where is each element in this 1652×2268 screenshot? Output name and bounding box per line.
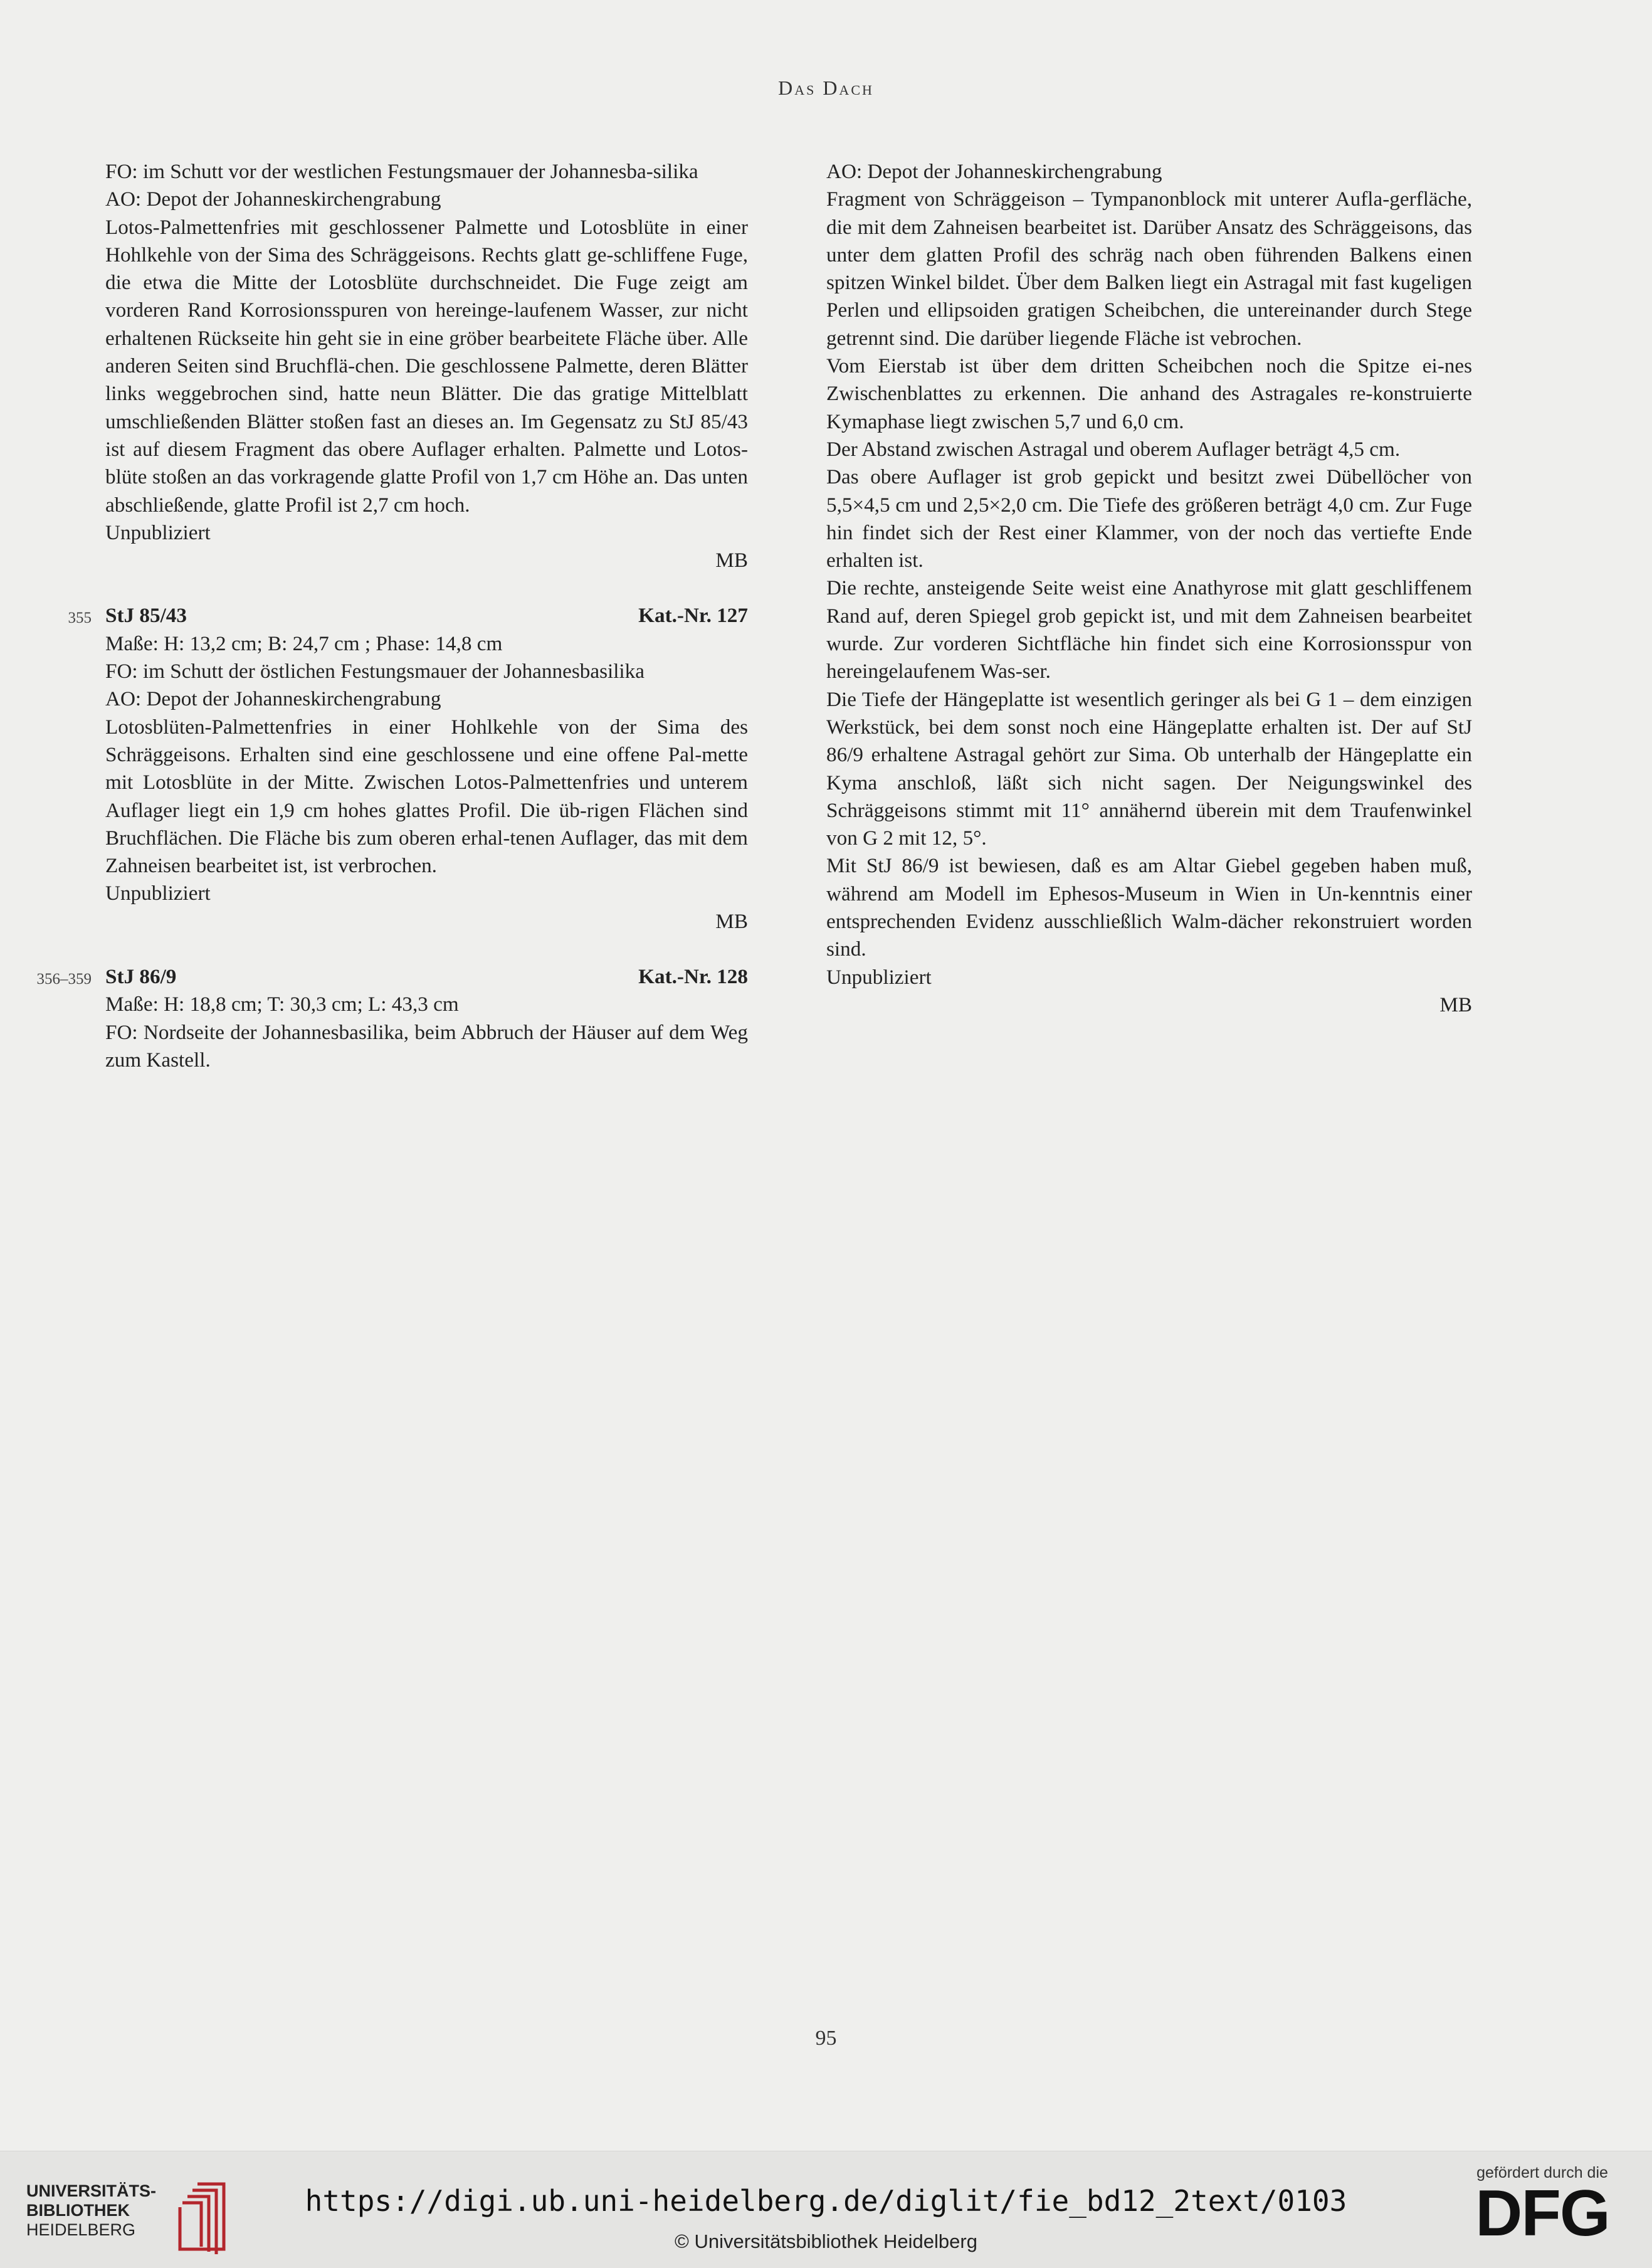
catalogue-entry — [68, 602, 748, 936]
paragraph: Die Tiefe der Hängeplatte ist wesentlich geringer als bei G 1 – dem einzigen Werkstück, bei dem sonst noch eine Hängeplatte erhalten ist. Der auf StJ 86/9 erhaltene Astragal gehört zur Sima. Ob unterhalb der Hängeplatte ein Kyma anschloß, läßt sich nicht sagen. Der Neigungswinkel des Schräggeisons stimmt mit 11° annähernd überein mit dem Traufenwinkel von G 2 mit 12, 5°. — [826, 687, 1472, 850]
paragraph: AO: Depot der Johanneskirchengrabung — [826, 160, 1162, 183]
paragraph: Lotosblüten-Palmettenfries in einer Hohlkehle von der Sima des Schräggeisons. Erhalten sind eine geschlossene und eine offene Pal-mette mit Lotosblüte in der Mitte. Zwischen Lotos-Palmettenfries und unterem Auflager liegt ein 1,9 cm hohes glattes Profil. Die üb-rigen Flächen sind Bruchflächen. Die Fläche bis zum oberen erhal-tenen Auflager, das mit dem Zahneisen bearbeitet ist, ist verbrochen. — [105, 715, 748, 878]
paragraph: FO: im Schutt der östlichen Festungsmauer der Johannesbasilika — [105, 660, 644, 683]
paragraph: Vom Eierstab ist über dem dritten Scheibchen noch die Spitze ei-nes Zwischenblattes zu erkennen. Die anhand des Astragales re-konstruierte Kymaphase liegt zwischen 5,7 und 6,0 cm. — [826, 354, 1472, 433]
dfg-logo[interactable]: DFG — [1475, 2177, 1609, 2250]
paragraph: Mit StJ 86/9 ist bewiesen, daß es am Altar Giebel gegeben haben muß, während am Modell im Ephesos-Museum in Wien in Un-kenntnis einer entsprechenden Evidenz ausschließlich Walm-dächer rekonstruiert worden sind. — [826, 854, 1472, 961]
permalink-url[interactable]: https://digi.ub.uni-heidelberg.de/diglit/fie_bd12_2text/0103 — [305, 2184, 1347, 2218]
paragraph: AO: Depot der Johanneskirchengrabung — [105, 187, 441, 211]
paragraph: Lotos-Palmettenfries mit geschlossener Palmette und Lotosblüte in einer Hohlkehle von der Sima des Schräggeisons. Rechts glatt ge-schliffene Fuge, die etwa die Mitte der Lotosblüte durchschneidet. Die Fuge zeigt am vorderen Rand Korrosionsspuren von hereinge-laufenem Wasser, zur nicht erhaltenen Rückseite hin geht sie in eine gröber bearbeitete Fläche über. Alle anderen Seiten sind Bruchflä-chen. Die geschlossene Palmette, deren Blätter links weggebrochen sind, hatte neun Blätter. Die das gratige Mittelblatt umschließenden Blätter stoßen fast an dieses an. Im Gegensatz zu StJ 85/43 ist auf diesem Fragment das obere Auflager erhalten. Palmette und Lotos-blüte stoßen an das vorkragende glatte Profil von 1,7 cm Höhe an. Das unten abschließende, glatte Profil ist 2,7 cm hoch. — [105, 215, 748, 517]
running-head: Das Dach — [778, 76, 874, 99]
paragraph: Die rechte, ansteigende Seite weist eine Anathyrose mit glatt geschliffenem Rand auf, deren Spiegel grob gepickt ist, und mit dem Zahneisen bearbeitet wurde. Zur vorderen Sichtfläche hin findet sich eine Korrosionsspur von hereingelaufenem Was-ser. — [826, 576, 1472, 683]
paragraph: Fragment von Schräggeison – Tympanonblock mit unterer Aufla-gerfläche, die mit dem Zahneisen bearbeitet ist. Darüber Ansatz des Schräggeisons, das unter dem glatten Profil des schräg nach oben führenden Balkens einen spitzen Winkel bildet. Über dem Balken liegt ein Astragal mit fast kugeligen Perlen und ellipsoiden gratigen Scheibchen, die untereinander durch Stege getrennt sind. Die darüber liegende Fläche ist vebrochen. — [826, 187, 1472, 350]
funder-block — [1470, 2164, 1614, 2250]
figure-reference: 355 — [68, 609, 92, 627]
library-name-line: UNIVERSITÄTS- — [26, 2181, 157, 2200]
entry-id: StJ 85/43 — [105, 604, 187, 628]
catalogue-number: Kat.-Nr. 128 — [638, 965, 748, 989]
copyright-notice: © Universitätsbibliothek Heidelberg — [675, 2230, 977, 2252]
author-signature: MB — [715, 549, 748, 572]
paragraph: Der Abstand zwischen Astragal und oberem Auflager beträgt 4,5 cm. — [826, 437, 1401, 461]
library-name-line: BIBLIOTHEK — [26, 2201, 130, 2220]
catalogue-entry — [36, 963, 748, 1074]
paragraph: Maße: H: 13,2 cm; B: 24,7 cm ; Phase: 14,8 cm — [105, 631, 503, 655]
right-column — [826, 158, 1472, 1019]
paragraph: Unpubliziert — [105, 520, 211, 544]
paragraph: Das obere Auflager ist grob gepickt und besitzt zwei Dübellöcher von 5,5×4,5 cm und 2,5×2,0 cm. Die Tiefe des größeren beträgt 4,0 cm. Zur Fuge hin findet sich der Rest einer Klammer, von der noch das vertiefte Ende erhalten ist. — [826, 465, 1472, 572]
library-footer — [0, 2151, 1652, 2268]
paragraph: AO: Depot der Johanneskirchengrabung — [105, 687, 441, 711]
paragraph: FO: im Schutt vor der westlichen Festungsmauer der Johannesba-silika — [105, 160, 698, 183]
author-signature: MB — [1439, 993, 1472, 1016]
entry-id: StJ 86/9 — [105, 965, 177, 989]
author-signature: MB — [715, 909, 748, 933]
library-name-line: HEIDELBERG — [26, 2220, 136, 2239]
paragraph: Unpubliziert — [826, 965, 932, 989]
catalogue-number: Kat.-Nr. 127 — [638, 604, 748, 628]
page-number: 95 — [815, 2027, 837, 2050]
entry-heading — [36, 963, 748, 991]
paragraph: FO: Nordseite der Johannesbasilika, beim Abbruch der Häuser auf dem Weg zum Kastell. — [105, 1020, 748, 1072]
paragraph: Unpubliziert — [105, 882, 211, 905]
figure-reference: 356–359 — [36, 971, 92, 988]
funding-caption: gefördert durch die — [1476, 2164, 1608, 2181]
paragraph: Maße: H: 18,8 cm; T: 30,3 cm; L: 43,3 cm — [105, 993, 459, 1016]
entry-heading — [68, 602, 748, 630]
left-column — [36, 158, 748, 1074]
